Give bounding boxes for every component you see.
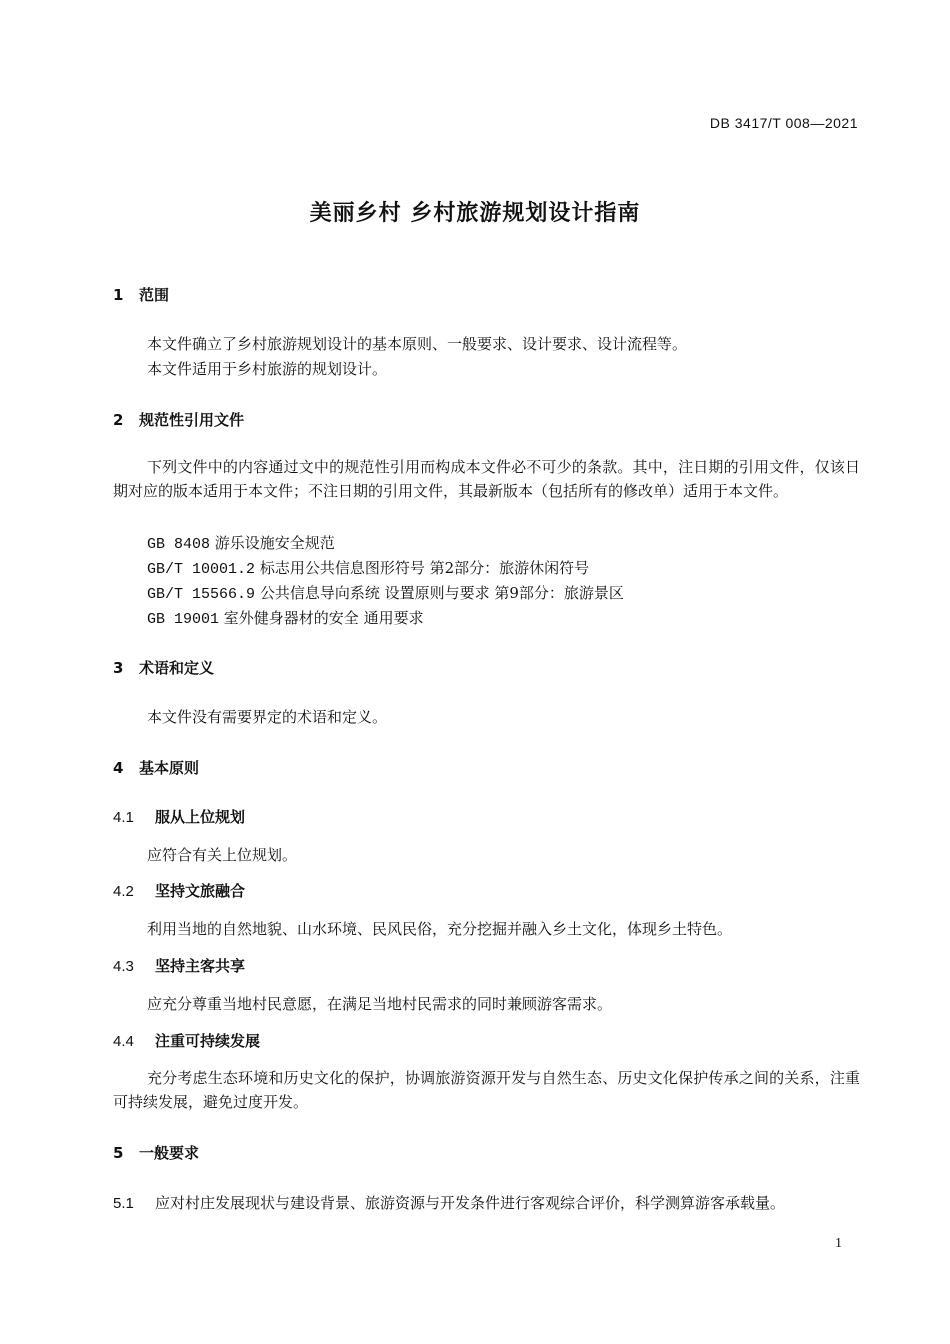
clause-text: 应对村庄发展现状与建设背景、旅游资源与开发条件进行客观综合评价，科学测算游客承载量。: [155, 1194, 786, 1212]
reference-item: [147, 607, 424, 628]
section-number: 3: [113, 659, 124, 677]
subsection-4-2-heading: [113, 880, 245, 901]
clause-number: 5.1: [113, 1195, 134, 1212]
subsection-4-4-heading: [113, 1030, 260, 1051]
subsection-number: 4.1: [113, 809, 134, 826]
paragraph: 应充分尊重当地村民意愿，在满足当地村民需求的同时兼顾游客需求。: [147, 995, 613, 1013]
paragraph: 应符合有关上位规划。: [147, 846, 298, 864]
reference-item: [147, 582, 624, 603]
subsection-title: 注重可持续发展: [155, 1032, 261, 1050]
subsection-title: 服从上位规划: [155, 808, 246, 826]
section-title: 规范性引用文件: [139, 411, 245, 429]
paragraph: 利用当地的自然地貌、山水环境、民风民俗，充分挖掘并融入乡土文化，体现乡土特色。: [147, 920, 733, 938]
subsection-title: 坚持主客共享: [155, 957, 246, 975]
paragraph: 本文件适用于乡村旅游的规划设计。: [147, 360, 388, 378]
section-5-heading: [113, 1142, 199, 1163]
section-4-heading: [113, 757, 199, 778]
section-number: 1: [113, 286, 124, 304]
reference-code: GB/T 10001.2: [147, 561, 256, 578]
subsection-4-3-heading: [113, 955, 245, 976]
page-number: 1: [835, 1236, 842, 1251]
clause-5-1: [113, 1192, 785, 1213]
document-title: 美丽乡村 乡村旅游规划设计指南: [309, 201, 641, 226]
paragraph: 本文件没有需要界定的术语和定义。: [147, 708, 388, 726]
reference-title: 公共信息导向系统 设置原则与要求 第9部分：旅游景区: [259, 584, 624, 602]
subsection-number: 4.3: [113, 958, 134, 975]
section-number: 4: [113, 759, 124, 777]
reference-code: GB 19001: [147, 611, 220, 628]
reference-title: 游乐设施安全规范: [214, 534, 335, 552]
subsection-number: 4.4: [113, 1033, 134, 1050]
section-3-heading: [113, 657, 214, 678]
paragraph: 充分考虑生态环境和历史文化的保护，协调旅游资源开发与自然生态、历史文化保护传承之间的关系，注重可持续发展，避免过度开发。: [113, 1069, 860, 1111]
subsection-title: 坚持文旅融合: [155, 882, 246, 900]
section-title: 术语和定义: [139, 659, 215, 677]
section-title: 基本原则: [139, 759, 200, 777]
reference-item: [147, 532, 335, 553]
reference-code: GB/T 15566.9: [147, 586, 256, 603]
reference-item: [147, 557, 589, 578]
section-number: 2: [113, 411, 124, 429]
section-1-heading: [113, 284, 169, 305]
reference-code: GB 8408: [147, 536, 211, 553]
section-2-heading: [113, 409, 244, 430]
section-title: 一般要求: [139, 1144, 200, 1162]
document-code: DB 3417/T 008—2021: [709, 115, 858, 131]
section-title: 范围: [139, 286, 170, 304]
paragraph: 本文件确立了乡村旅游规划设计的基本原则、一般要求、设计要求、设计流程等。: [147, 335, 688, 353]
references-intro: 下列文件中的内容通过文中的规范性引用而构成本文件必不可少的条款。其中，注日期的引用文件，仅该日期对应的版本适用于本文件；不注日期的引用文件，其最新版本（包括所有的修改单）适用于本文件。: [113, 458, 860, 500]
reference-title: 标志用公共信息图形符号 第2部分：旅游休闲符号: [259, 559, 590, 577]
section-number: 5: [113, 1144, 124, 1162]
subsection-4-1-heading: [113, 806, 245, 827]
subsection-number: 4.2: [113, 883, 134, 900]
reference-title: 室外健身器材的安全 通用要求: [223, 609, 424, 627]
